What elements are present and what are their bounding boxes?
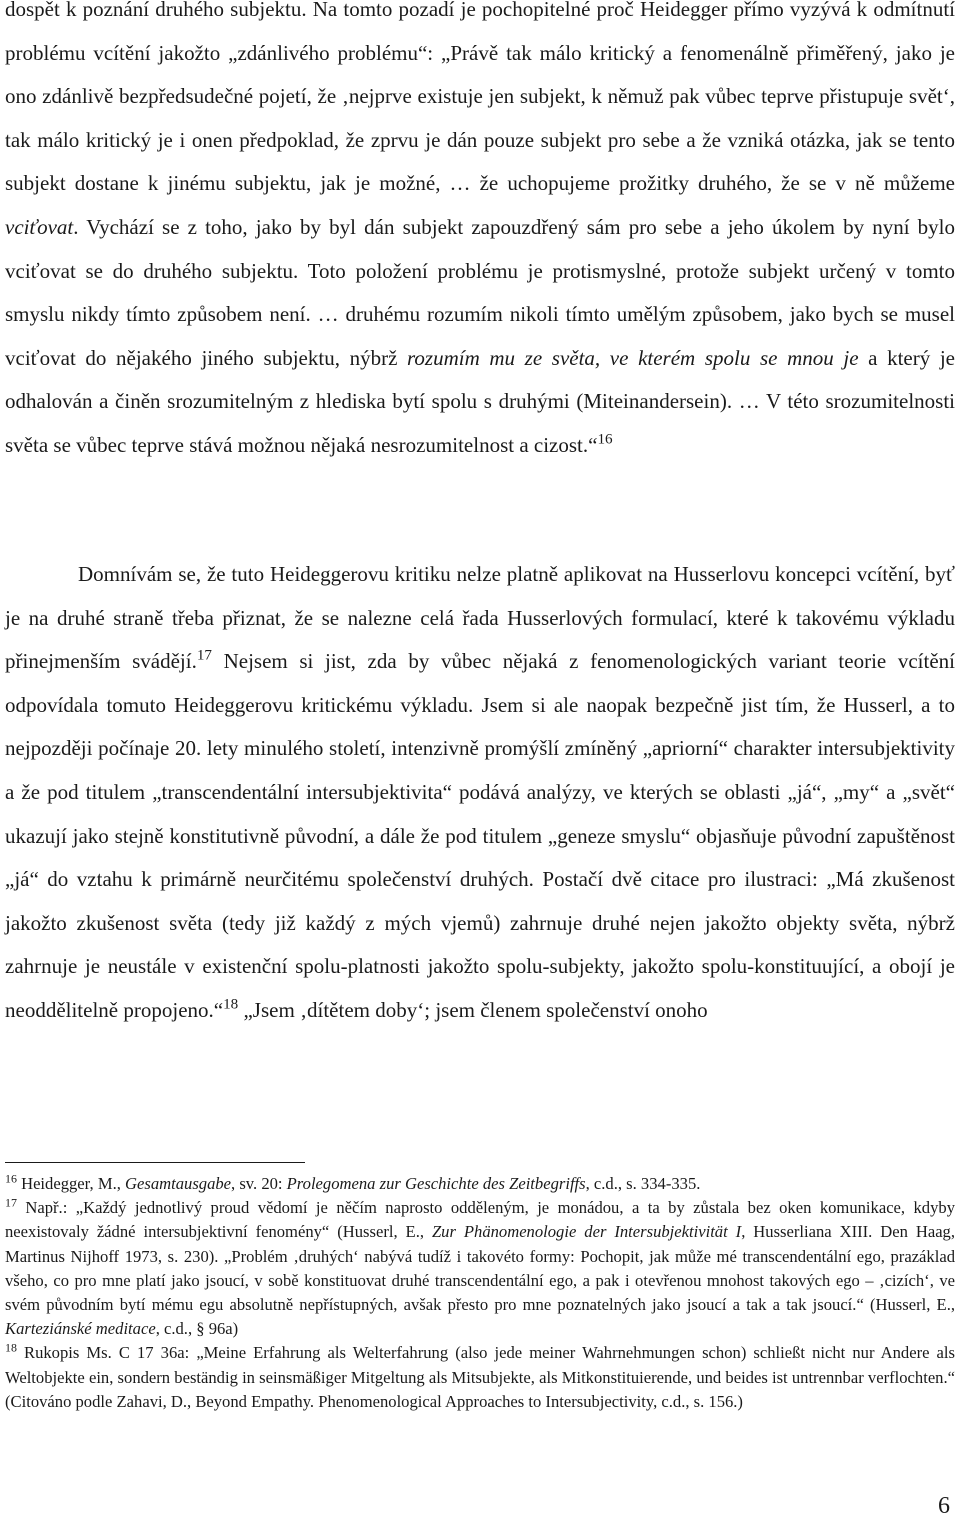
text-run: Např.: „Každý jednotlivý proud vědomí je něčím naprosto odděleným, je monádou, a ta by zůstala bez oken komunikace, kdyby neexistovaly žádné intersubjektivní fenomény“ (Husserl, E., — [5, 1198, 955, 1242]
text-run: a který je odhalován a činěn srozumitelným z hlediska bytí spolu s druhými (Miteinandersein). … V této srozumitelnosti světa se vůbec teprve stává možnou nějaká nesrozumitelnost a cizost.“ — [5, 345, 956, 457]
footnote-ref: 16 — [597, 431, 613, 448]
text-run: , c.d., § 96a) — [155, 1319, 239, 1339]
text-run: „Jsem ‚dítětem doby‘; jsem členem společenství onoho — [238, 997, 708, 1022]
footnote-separator — [5, 1162, 305, 1163]
text-run: . Vychází se z toho, jako by byl dán subjekt zapouzdřený sám pro sebe a jeho úkolem by nyní bylo vciťovat se do druhého subjektu. Toto položení problému je protismyslné, protože subjekt určený v tomto smyslu nikdy tímto způsobem není. … druhému rozumím nikoli tímto umělým způsobem, jako bych se musel vciťovat do nějakého jiného subjektu, nýbrž — [5, 214, 955, 370]
footnote-ref: 16 — [5, 1171, 17, 1186]
text-run: Heidegger, M., — [16, 1174, 126, 1193]
text-run: , Husserliana XIII. Den Haag, Martinus Nijhoff 1973, s. 230). „Problém ‚druhých‘ nabývá tudíž i takovéto formy: Pochopit, jak může mé transcendentální ego, prazáklad všeho, co pro mne platí jako jsoucí, v sobě konstituovat druhé transcendentální ego, a pak i otevřenou mnohost takových ego – ‚cizích‘, ve svém původním bytí mému egu absolutně nepřístupných, avšak přesto pro mne poznatelných jako jsoucí a tak a tak jsoucí.“ (Husserl, E., — [5, 1222, 956, 1315]
italic-text: Prolegomena zur Geschichte des Zeitbegriffs — [286, 1174, 586, 1193]
body-paragraph-2 — [5, 553, 955, 1033]
italic-text: rozumím mu ze světa, ve kterém spolu se mnou je — [407, 345, 859, 370]
text-run: Rukopis Ms. C 17 36a: „Meine Erfahrung als Welterfahrung (also jede meiner Wahrnehmungen schon) schließt nicht nur Andere als Weltobjekte ein, sondern beständig in seinsmäßiger Mitgeltung als Mitsubjekte, als Mitkonstituierende, und beides ist untrennbar verflochten.“ (Citováno podle Zahavi, D., Beyond Empathy. Phenomenological Approaches to Intersubjectivity, c.d., s. 156.) — [5, 1343, 955, 1411]
footnote-18 — [5, 1341, 955, 1414]
footnote-17 — [5, 1196, 955, 1341]
body-paragraph-1 — [5, 0, 955, 468]
italic-text: Zur Phänomenologie der Intersubjektivität I — [431, 1222, 742, 1242]
document-page — [5, 0, 955, 1537]
text-run: , c.d., s. 334-335. — [585, 1174, 701, 1193]
footnote-ref: 18 — [223, 996, 239, 1013]
text-run: Domnívám se, že tuto Heideggerovu kritiku nelze platně aplikovat na Husserlovu koncepci vcítění, byť je na druhé straně třeba přiznat, že se nalezne celá řada Husserlových formulací, které k takovému výkladu přinejmenším svádějí. — [5, 562, 955, 674]
footnotes — [5, 1172, 955, 1414]
italic-text: vciťovat — [5, 214, 74, 239]
text-run: Nejsem si jist, zda by vůbec nějaká z fenomenologických variant teorie vcítění odpovídala tomuto Heideggerovu kritickému výkladu. Jsem si ale naopak bezpečně jist tím, že Husserl, a to nejpozději počínaje 20. lety minulého století, intenzivně promýšlí zmíněný „apriorní“ charakter intersubjektivity a že pod titulem „transcendentální intersubjektivita“ podává analýzy, ve kterých se oblasti „já“, „my“ a „svět“ ukazují jako stejně konstitutivně původní, a dále že pod titulem „geneze smyslu“ objasňuje původní zapuštěnost „já“ do vztahu k primárně neurčitému společenství druhých. Postačí dvě citace pro ilustraci: „Má zkušenost jakožto zkušenost světa (tedy již každý z mých vjemů) zahrnuje druhé nejen jakožto objekty světa, nýbrž zahrnuje je neustále v existenční spolu-platnosti jakožto spolu-subjekty, jakožto spolu-konstituující, a obojí je neoddělitelně propojeno.“ — [5, 649, 955, 1022]
footnote-ref: 17 — [5, 1195, 17, 1210]
text-run: dospět k poznání druhého subjektu. Na tomto pozadí je pochopitelné proč Heidegger přímo vyzývá k odmítnutí problému vcítění jakožto „zdánlivého problému“: „Právě tak málo kritický a fenomenálně přiměřený, jako je ono zdánlivě bezpředsudečné pojetí, že ‚nejprve existuje jen subjekt, k němuž pak vůbec teprve přistupuje svět‘, tak málo kritický je i onen předpoklad, že zprvu je dán pouze subjekt pro sebe a že vzniká otázka, jak se tento subjekt dostane k jinému subjektu, jak je možné, … že uchopujeme prožitky druhého, že se v ně můžeme — [5, 0, 955, 196]
italic-text: Gesamtausgabe — [125, 1174, 232, 1193]
footnote-ref: 17 — [196, 647, 212, 664]
footnote-16 — [5, 1172, 955, 1196]
italic-text: Karteziánské meditace — [5, 1319, 156, 1339]
page-number: 6 — [938, 1493, 950, 1519]
text-run: , sv. 20: — [231, 1174, 287, 1193]
footnote-ref: 18 — [5, 1340, 17, 1355]
